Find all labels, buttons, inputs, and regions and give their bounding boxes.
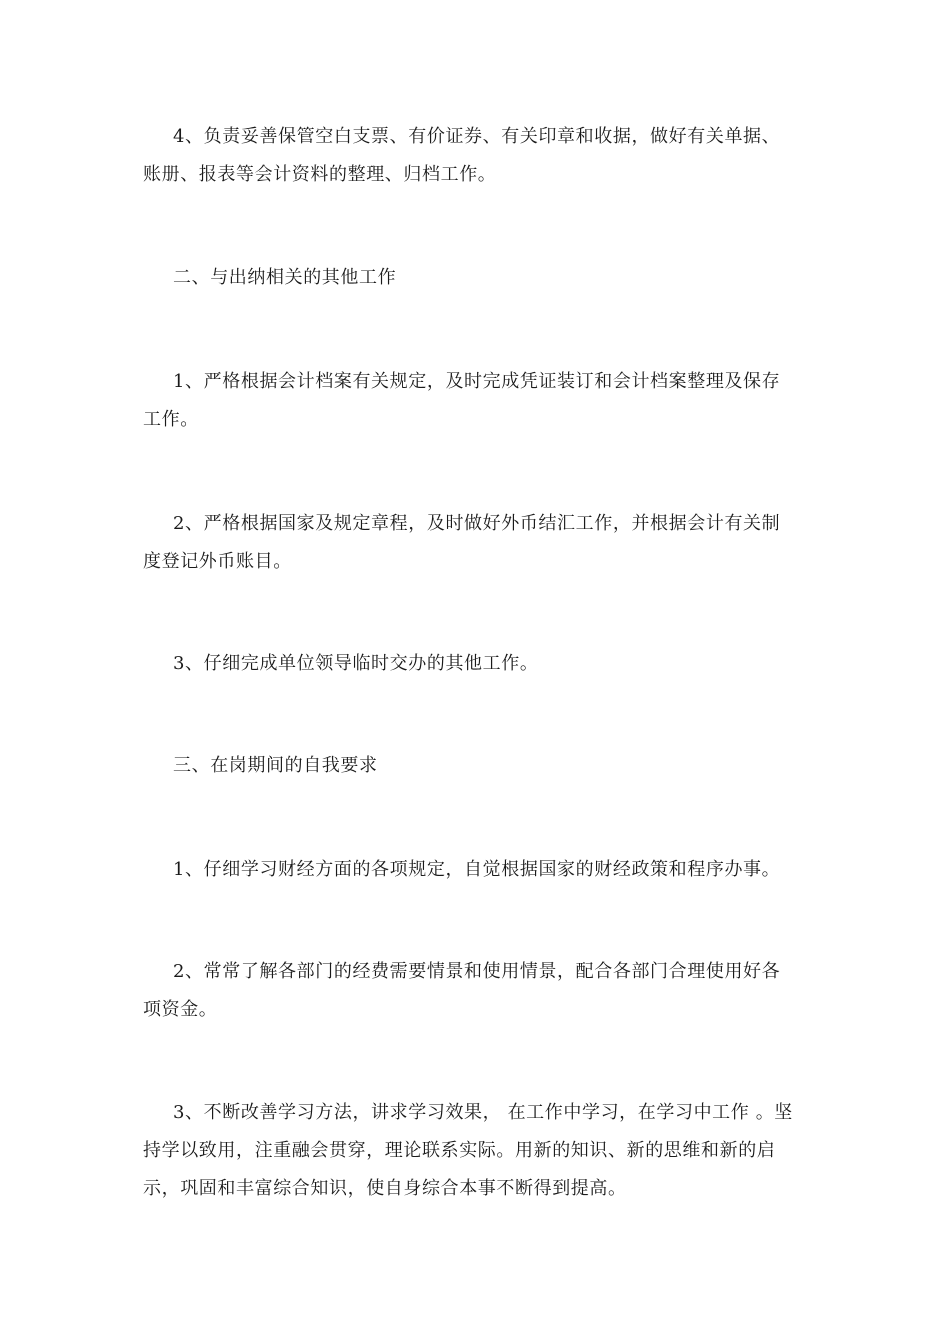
paragraph-2-department-funds: 2、常常了解各部门的经费需要情景和使用情景，配合各部门合理使用好各项资金。 [143,961,781,1020]
paragraph-1-archives: 1、严格根据会计档案有关规定，及时完成凭证装订和会计档案整理及保存工作。 [143,371,781,430]
paragraph-3-learning-methods: 3、不断改善学习方法，讲求学习效果， 在工作中学习，在学习中工作 。坚持学以致用，注重融会贯穿，理论联系实际。用新的知识、新的思维和新的启示，巩固和丰富综合知识，使自身综合本事不断得到提高。 [143,1102,793,1199]
paragraph-4-safekeeping: 4、负责妥善保管空白支票、有价证券、有关印章和收据，做好有关单据、账册、报表等会计资料的整理、归档工作。 [143,126,781,185]
paragraph-2-foreign-exchange: 2、严格根据国家及规定章程，及时做好外币结汇工作，并根据会计有关制度登记外币账目。 [143,513,781,572]
section-heading-3: 三、在岗期间的自我要求 [173,755,378,776]
paragraph-3-other-tasks: 3、仔细完成单位领导临时交办的其他工作。 [173,653,539,674]
paragraph-1-study-regulations: 1、仔细学习财经方面的各项规定，自觉根据国家的财经政策和程序办事。 [173,859,781,880]
section-heading-2: 二、与出纳相关的其他工作 [173,267,397,288]
